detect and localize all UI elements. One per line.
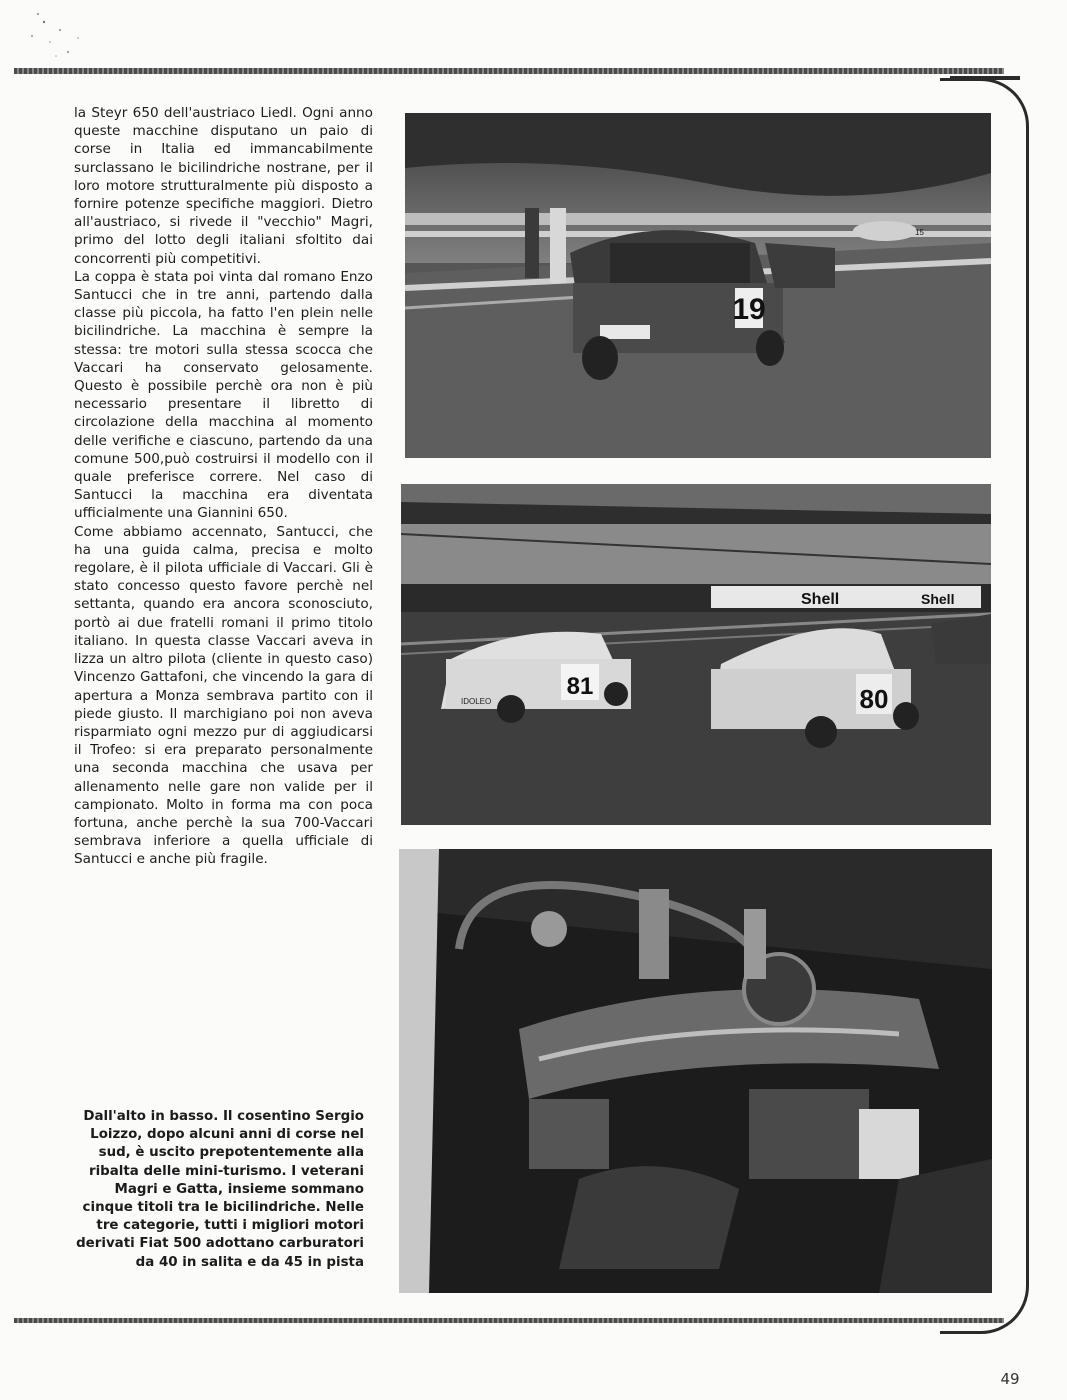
page-number: 49 bbox=[1000, 1370, 1020, 1388]
rear-car-number: 15 bbox=[915, 228, 924, 237]
article-body bbox=[74, 104, 373, 869]
shell-banner-text: Shell bbox=[801, 591, 840, 608]
car-number-label: 19 bbox=[732, 293, 766, 326]
car-81-number: 81 bbox=[566, 673, 594, 700]
bottom-rule bbox=[14, 1318, 1004, 1323]
shell-banner-text-2: Shell bbox=[921, 591, 955, 607]
photo-engine bbox=[399, 849, 992, 1293]
photo-caption: Dall'alto in basso. Il cosentino Sergio Loizzo, dopo alcuni anni di corse nel sud, è uscito prepotentemente alla ribalta delle mini-turismo. I veterani Magri e Gatta, insieme sommano cinque titoli tra le bicilindriche. Nelle tre categorie, tutti i migliori motori derivati Fiat 500 adottano carburatori da 40 in salita e da 45 in pista bbox=[76, 1109, 364, 1270]
scan-specks bbox=[20, 8, 90, 68]
article-paragraph: La coppa è stata poi vinta dal romano Enzo Santucci che in tre anni, partendo dalla classe più piccola, ha fatto l'en plein nelle bicilindriche. La macchina è sempre la stessa: tre motori sulla stessa scocca che Vaccari ha conservato gelosamente. Questo è possibile perchè ora non è più necessario presentare il libretto di circolazione della macchina al momento delle verifiche e ciascuno, partendo da una comune 500,può costruirsi il modello con il quale preferisce correre. Nel caso di Santucci la macchina era diventata ufficialmente una Giannini 650. bbox=[74, 268, 373, 522]
article-paragraph: Come abbiamo accennato, Santucci, che ha una guida calma, precisa e molto regolare, è il pilota ufficiale di Vaccari. Gli è stato concesso questo favore perchè nel settanta, quando era ancora sconosciuto, portò ai due fratelli romani il primo titolo italiano. In questa classe Vaccari aveva in lizza un altro pilota (cliente in questo caso) Vincenzo Gattafoni, che vincendo la gara di apertura a Monza sembrava partito con il piede giusto. Il marchigiano poi non aveva risparmiato ogni mezzo pur di aggiudicarsi il Trofeo: si era preparato personalmente una seconda macchina che usava per allenamento nelle gare non valide per il campionato. Molto in forma ma con poca fortuna, anche perchè la sua 700-Vaccari sembrava inferiore a quella ufficiale di Santucci e anche più fragile. bbox=[74, 523, 373, 868]
car-sticker-text: IDOLEO bbox=[461, 697, 492, 706]
article-paragraph: la Steyr 650 dell'austriaco Liedl. Ogni anno queste macchine disputano un paio di corse in Italia ed immancabilmente surclassano le bicilindriche nostrane, per il loro motore strutturalmente più disposto a fornire potenze specifiche maggiori. Dietro all'austriaco, si rivede il "vecchio" Magri, primo del lotto degli italiani sfoltito dai concorrenti più competitivi. bbox=[74, 105, 373, 267]
top-rule bbox=[14, 68, 1004, 74]
photo-cars-81-80 bbox=[401, 484, 991, 825]
photo-car-19 bbox=[405, 113, 991, 458]
car-80-number: 80 bbox=[859, 684, 889, 714]
